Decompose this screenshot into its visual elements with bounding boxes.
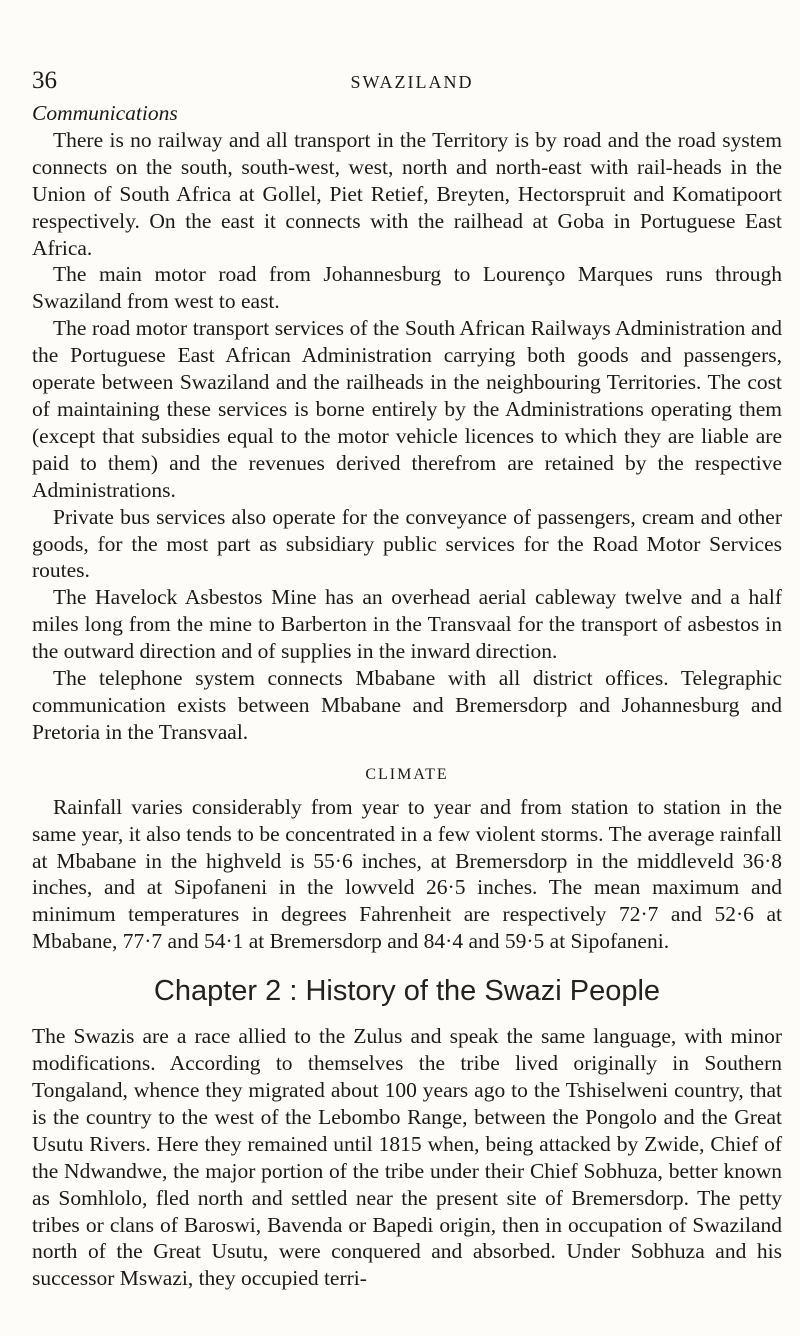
paragraph: The Havelock Asbestos Mine has an overhead aerial cableway twelve and a half miles long from the mine to Barberton in the Transvaal for the transport of asbestos in the outward direction and of supplies in the inward direction. <box>32 585 782 664</box>
paragraph: The Swazis are a race allied to the Zulus and speak the same language, with minor modifications. According to themselves the tribe lived originally in Southern Tongaland, whence they migrated about 100 years ago to the Tshiselweni country, that is the country to the west of the Lebombo Range, between the Pongolo and the Great Usutu Rivers. Here they remained until 1815 when, being attacked by Zwide, Chief of the Ndwandwe, the major portion of the tribe under their Chief Sobhuza, better known as Somhlolo, fled north and settled near the present site of Bremersdorp. The petty tribes or clans of Baroswi, Bavenda or Bapedi origin, then in occupation of Swaziland north of the Great Usutu, were conquered and absorbed. Under Sobhuza and his successor Mswazi, they occupied terri- <box>32 1024 782 1291</box>
paragraph: The road motor transport services of the South African Railways Administration and the Portuguese East African Administration carrying both goods and passengers, operate between Swaziland and the railheads in the neighbouring Territories. The cost of maintaining these services is borne entirely by the Administrations operating them (except that subsidies equal to the motor vehicle licences to which they are liable are paid to them) and the revenues derived therefrom are retained by the respective Administrations. <box>32 316 782 502</box>
running-head: SWAZILAND <box>350 72 474 92</box>
paragraph: The main motor road from Johannesburg to Lourenço Marques runs through Swaziland from west to east. <box>32 262 782 314</box>
section-heading-climate: CLIMATE <box>365 765 449 783</box>
paragraph: There is no railway and all transport in the Territory is by road and the road system connects on the south, south-west, west, north and north-east with rail-heads in the Union of South Africa at Gollel, Piet Retief, Breyten, Hectorspruit and Komatipoort respectively. On the east it connects with the railhead at Goba in Portuguese East Africa. <box>32 127 782 260</box>
paragraph: The telephone system connects Mbabane with all district offices. Telegraphic communication exists between Mbabane and Bremersdorp and Johannesburg and Pretoria in the Transvaal. <box>32 666 782 744</box>
section-heading-communications: Communications <box>32 101 178 125</box>
page-header <box>32 66 792 98</box>
chapter-heading: Chapter 2 : History of the Swazi People <box>153 975 661 1008</box>
paragraph: Private bus services also operate for the conveyance of passengers, cream and other goods, for the most part as subsidiary public services for the Road Motor Services routes. <box>32 504 782 583</box>
text-column <box>32 100 782 1292</box>
page-number: 36 <box>32 67 57 94</box>
paragraph: Rainfall varies considerably from year to year and from station to station in the same year, it also tends to be concentrated in a few violent storms. The average rainfall at Mbabane in the highveld is 55·6 inches, at Bremersdorp in the middleveld 36·8 inches, and at Sipofaneni in the lowveld 26·5 inches. The mean maximum and minimum temperatures in degrees Fahrenheit are respectively 72·7 and 52·6 at Mbabane, 77·7 and 54·1 at Bremersdorp and 84·4 and 59·5 at Sipofaneni. <box>32 794 782 954</box>
